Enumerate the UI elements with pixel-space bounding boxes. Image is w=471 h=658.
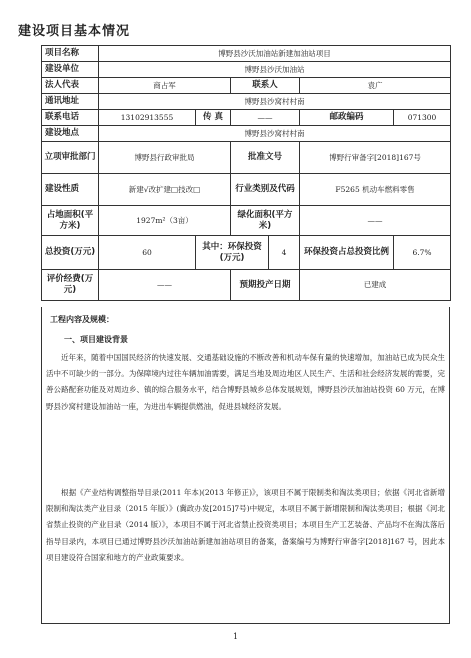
approval-dept-value: 博野县行政审批局 <box>99 142 231 174</box>
eval-fee-label: 评价经费(万元) <box>42 270 99 301</box>
legal-rep-label: 法人代表 <box>42 78 99 94</box>
production-date-label: 预期投产日期 <box>231 270 300 301</box>
approval-no-value: 博野行审备字[2018]167号 <box>300 142 451 174</box>
green-value: —— <box>300 206 451 236</box>
area-label: 占地面积(平方米) <box>42 206 99 236</box>
phone-value: 13102913555 <box>99 110 196 126</box>
area-value: 1927m²（3亩） <box>99 206 231 236</box>
page-number: 1 <box>232 632 239 641</box>
phone-label: 联系电话 <box>42 110 99 126</box>
fax-label: 传 真 <box>196 110 231 126</box>
env-ratio-label: 环保投资占总投资比例 <box>300 236 394 270</box>
background-paragraph: 近年来，随着中国国民经济的快速发展、交通基础设施的不断改善和机动车保有量的快速增加，加油站已成为民众生活中不可缺少的一部分。为保障境内过往车辆加油需要，满足当地及周边地区人民生产、生活和社会经济发展的需要，完善公路配套功能及对周边乡、镇的综合服务水平，结合博野县城乡总体发展规划，博野县沙沃加油站投资 60 万元，在博野县沙窝村建设加油站一座，为进出车辆提供燃油，促进县城经济发展。 <box>46 353 445 411</box>
address-value: 博野县沙窝村村南 <box>99 94 451 110</box>
address-label: 通讯地址 <box>42 94 99 110</box>
section-heading: 工程内容及规模： <box>50 315 114 324</box>
postal-value: 071300 <box>394 110 451 126</box>
production-date-value: 已建成 <box>300 270 451 301</box>
eval-fee-value: —— <box>99 270 231 301</box>
contact-label: 联系人 <box>231 78 300 94</box>
unit-label: 建设单位 <box>42 62 99 78</box>
location-label: 建设地点 <box>42 126 99 142</box>
policy-paragraph: 根据《产业结构调整指导目录(2011 年本)(2013 年修正)》，该项目不属于限制类和淘汰类项目；依据《河北省新增限制和淘汰类产业目录（2015 年版）》(冀政办发[2015]7号)中规定，本项目不属于新增限制和淘汰类项目；根据《河北省禁止投资的产业目录（2014 版）》，本项目不属于河北省禁止投资类项目；本项目生产工艺装备、产品均不在淘汰落后指导目录内，本项目已通过博野县沙沃加油站新建加油站项目的备案，备案编号为博野行审备字[2018]167 号，因此本项目建设符合国家和地方的产业政策要求。 <box>46 488 445 562</box>
page-title: 建设项目基本情况 <box>18 24 131 39</box>
project-info-table <box>41 45 451 301</box>
legal-rep-value: 商占军 <box>99 78 231 94</box>
nature-label: 建设性质 <box>42 174 99 206</box>
env-ratio-value: 6.7% <box>394 236 451 270</box>
unit-value: 博野县沙沃加油站 <box>99 62 451 78</box>
nature-value: 新建√改扩建□技改□ <box>99 174 231 206</box>
industry-value: F5265 机动车燃料零售 <box>300 174 451 206</box>
approval-dept-label: 立项审批部门 <box>42 142 99 174</box>
project-name-value: 博野县沙沃加油站新建加油站项目 <box>99 46 451 62</box>
fax-value: —— <box>231 110 300 126</box>
contact-value: 袁广 <box>300 78 451 94</box>
location-value: 博野县沙窝村村南 <box>99 126 451 142</box>
industry-label: 行业类别及代码 <box>231 174 300 206</box>
approval-no-label: 批准文号 <box>231 142 300 174</box>
env-invest-value: 4 <box>269 236 300 270</box>
project-name-label: 项目名称 <box>42 46 99 62</box>
env-invest-label: 其中：环保投资(万元) <box>196 236 269 270</box>
postal-label: 邮政编码 <box>300 110 394 126</box>
invest-value: 60 <box>99 236 196 270</box>
green-label: 绿化面积(平方米) <box>231 206 300 236</box>
invest-label: 总投资(万元) <box>42 236 99 270</box>
sub-heading: 一、项目建设背景 <box>64 335 128 344</box>
content-box <box>41 307 450 624</box>
